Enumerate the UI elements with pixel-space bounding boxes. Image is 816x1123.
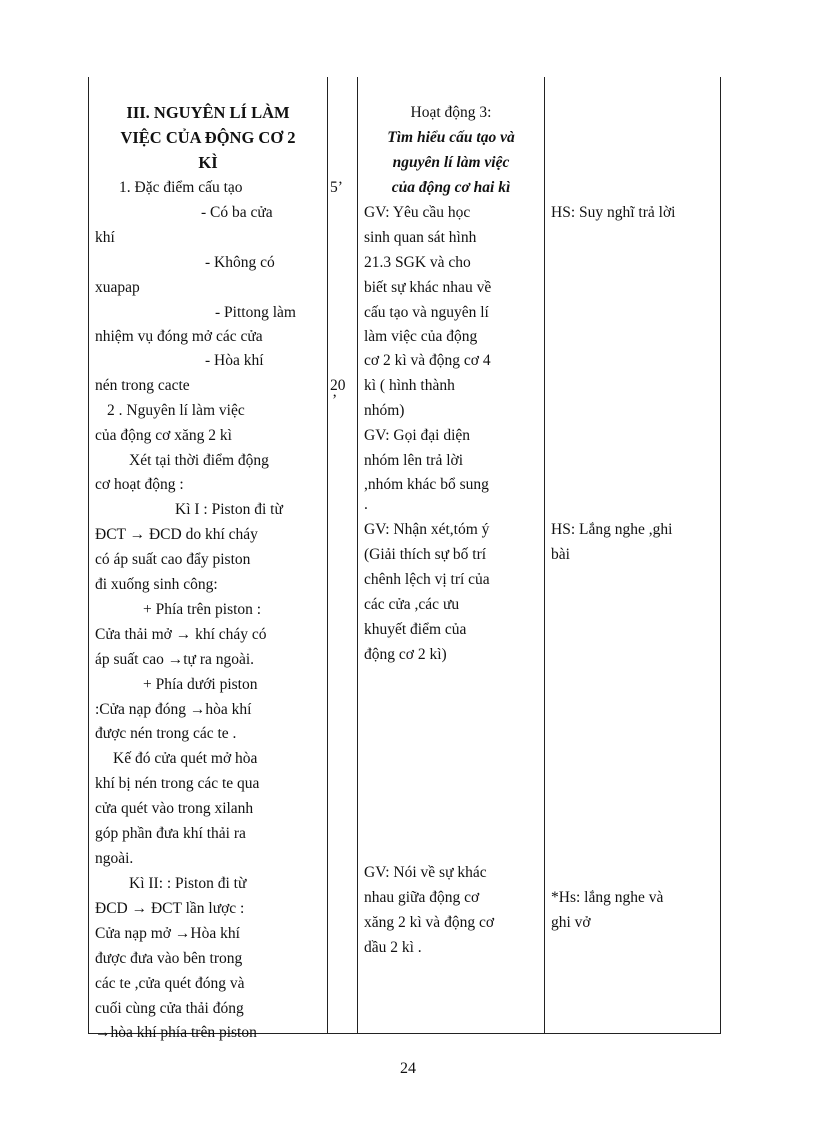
content-line: đi xuống sinh công: [95,576,218,593]
teacher-line: sinh quan sát hình [364,229,477,246]
content-line: - Không có [205,254,275,271]
section-heading-line-1: III. NGUYÊN LÍ LÀM [126,103,290,122]
teacher-line: xăng 2 kì và động cơ [364,914,495,931]
lesson-row [89,77,721,1034]
content-line: Xét tại thời điểm động [129,452,269,469]
content-line: - Hòa khí [205,352,264,369]
teacher-line: nhóm) [364,402,405,419]
content-line: ngoài. [95,850,134,867]
teacher-activity-column [358,77,545,1034]
teacher-line: GV: Nói về sự khác [364,864,487,881]
time-column [328,77,358,1034]
content-column [89,77,328,1041]
page-number: 24 [400,1060,416,1077]
student-line: bài [551,546,570,563]
content-line: cửa quét vào trong xilanh [95,800,254,817]
content-line: cuối cùng cửa thải đóng [95,1000,244,1017]
student-line: ghi vở [551,914,591,931]
content-line: + Phía trên piston : [143,601,262,618]
activity-subtitle-line: Tìm hiểu cấu tạo và [387,129,515,146]
student-line: HS: Lắng nghe ,ghi [551,521,673,538]
teacher-line: cơ 2 kì và động cơ 4 [364,352,491,369]
time-value-2: 20 [330,377,346,394]
teacher-line: các cửa ,các ưu [364,596,460,613]
lesson-table [88,77,721,1041]
student-line: *Hs: lắng nghe và [551,889,664,906]
activity-title: Hoạt động 3: [410,104,492,121]
activity-subtitle-line: nguyên lí làm việc [392,154,510,171]
content-line: của động cơ xăng 2 kì [95,427,232,444]
content-line: - Pittong làm [215,304,296,321]
content-line: Cửa thải mở → khí cháy có [95,626,267,643]
stroke-one-line: Kì I : Piston đi từ [175,501,283,518]
content-line: được đưa vào bên trong [95,950,243,967]
teacher-line: chênh lệch vị trí của [364,571,490,588]
teacher-line: . [364,496,368,513]
teacher-line: làm việc của động [364,328,478,345]
content-line: Cửa nạp mở →Hòa khí [95,925,240,942]
content-line: áp suất cao →tự ra ngoài. [95,651,255,668]
content-line: + Phía dưới piston [143,676,258,693]
teacher-line: khuyết điểm của [364,621,467,638]
content-line: :Cửa nạp đóng →hòa khí [95,701,252,718]
content-line: ĐCD → ĐCT lần lược : [95,900,245,917]
content-line: góp phần đưa khí thải ra [95,825,246,842]
teacher-line: nhau giữa động cơ [364,889,480,906]
teacher-line: 21.3 SGK và cho [364,254,471,271]
content-line: các te ,cửa quét đóng và [95,975,245,992]
student-line: HS: Suy nghĩ trả lời [551,204,676,221]
teacher-line: (Giải thích sự bố trí [364,546,487,563]
time-value-2-mark: ’ [332,392,338,409]
teacher-line: nhóm lên trả lời [364,452,464,469]
content-line: khí bị nén trong các te qua [95,775,260,792]
activity-subtitle-line: của động cơ hai kì [391,179,511,196]
section-heading-line-3: KÌ [198,153,218,172]
teacher-line: GV: Gọi đại diện [364,427,471,444]
content-line: có áp suất cao đẩy piston [95,551,251,568]
teacher-line: GV: Nhận xét,tóm ý [364,521,490,538]
content-line: Kế đó cửa quét mở hòa [113,750,258,767]
teacher-line: động cơ 2 kì) [364,646,447,663]
stroke-two-line: Kì II: : Piston đi từ [129,875,247,892]
content-line: nhiệm vụ đóng mở các cửa [95,328,263,345]
teacher-line: GV: Yêu cầu học [364,204,471,221]
content-line: →hòa khí phía trên piston [95,1024,257,1041]
content-line: - Có ba cửa [201,204,273,221]
teacher-line: kì ( hình thành [364,377,455,394]
content-line: nén trong cacte [95,377,190,394]
content-line: được nén trong các te . [95,725,237,742]
content-line: cơ hoạt động : [95,476,184,493]
teacher-line: cấu tạo và nguyên lí [364,304,489,321]
section-heading-line-2: VIỆC CỦA ĐỘNG CƠ 2 [120,128,296,147]
content-line: khí [95,229,115,246]
teacher-line: dầu 2 kì . [364,939,422,956]
student-activity-column [545,77,721,1034]
teacher-line: ,nhóm khác bổ sung [364,476,489,493]
teacher-line: biết sự khác nhau về [364,279,492,296]
content-line: ĐCT → ĐCD do khí cháy [95,526,258,543]
subheading-structure: 1. Đặc điểm cấu tạo [119,179,243,196]
subheading-principle: 2 . Nguyên lí làm việc [107,402,245,419]
time-value-1: 5’ [330,179,343,196]
content-line: xuapap [95,279,140,296]
